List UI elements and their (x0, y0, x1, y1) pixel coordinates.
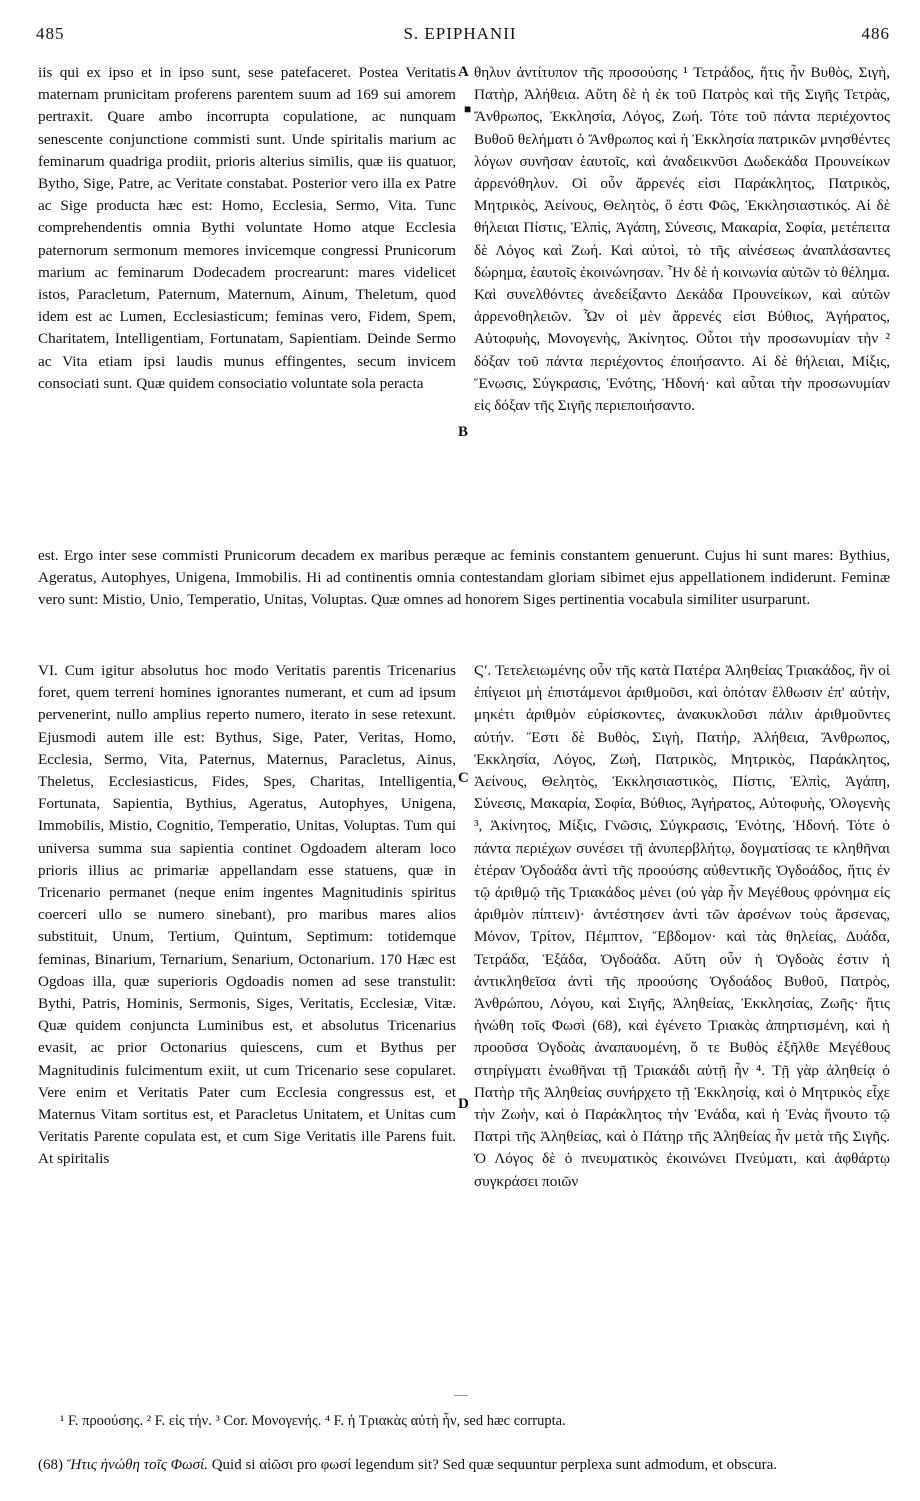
margin-marker-d: D (458, 1096, 469, 1112)
margin-marker-b: B (458, 424, 469, 440)
footnotes: ¹ F. προούσης. ² F. εἰς τήν. ³ Cor. Μονογενής. ⁴ F. ἡ Τριακὰς αὐτὴ ἦν, sed hæc corrupta. (60, 1413, 566, 1429)
right-page-number: 486 (861, 24, 890, 43)
note-ref: (68) (38, 1457, 63, 1473)
note-quote: Ἥτις ἡνώθη τοῖς Φωσί. (66, 1457, 208, 1473)
note-text: Quid si αἰῶσι pro φωσί legendum sit? Sed quæ sequuntur perplexa sunt admodum, et obscura. (207, 1457, 777, 1473)
left-page-number: 485 (36, 24, 65, 43)
editor-note (38, 1455, 890, 1475)
margin-marker-a: A (458, 64, 469, 80)
latin-column-bottom: VI. Cum igitur absolutus hoc modo Veritatis parentis Tricenarius foret, quem terreni homines ignorantes numerant, et cum ad ipsum pervenerint, nullo amplius reperto numero, iterato in sese retexunt. Ejusmodi autem ille est: Bythus, Sige, Pater, Veritas, Homo, Ecclesia, Sermo, Vita, Paternus, Maternus, Paracletus, Ainus, Theletus, Ecclesiasticus, Fides, Spes, Charitas, Intelligentia, Fortunata, Sapientia, Bythius, Ageratus, Autophyes, Unigena, Immobilis, Mistio, Cognitio, Temperatio, Unitas, Voluptas. Tum qui universa summa sua sapientia continet Ogdoadem alteram loco prioris illius ac primariæ appellandam esse statuens, quæ in Tricenario permanet (neque enim ingentes Magnitudinis spiritus coerceri ullo se numero sinebant), pro maribus mares alios substituit, Unum, Tertium, Quintum, Septimum: totidemque feminas, Binarium, Ternarium, Senarium, Octonarium. 170 Hæc est Ogdoas illa, quæ superioris Ogdoadis nomen ad sese transtulit: Bythi, Patris, Hominis, Sermonis, Siges, Veritatis, Ecclesiæ, Vitæ. Quæ quidem conjuncta Luminibus est, et absolutus Tricenarius evasit, ac prior Octonarius quiescens, cum et Bythus per Magnitudinis fulcimentum exiit, ut cum Tricenario sese copularet. Vere enim et Veritatis Pater cum Ecclesia congressus est, et Maternus Vitam sortitus est, et Paracletus Unitatem, et Unitas cum Veritatis Parente copulata est, et cum Sige Veritatis ille Parens fuit. At spiritalis (38, 662, 456, 1168)
running-title: S. EPIPHANII (403, 24, 517, 43)
margin-marker-c: C (458, 770, 469, 786)
latin-full-width: est. Ergo inter sese commisti Prunicorum decadem ex maribus peræque ac feminis constantem genuerunt. Cujus hi sunt mares: Bythius, Ageratus, Autophyes, Unigena, Immobilis. Hi ad continentis omnia contestandam gloriam sibimet ejus appellationem indiderunt. Feminæ vero sunt: Mistio, Unio, Temperatio, Unitas, Voluptas. Quæ omnes ad honorem Siges pertinentia vocabula similiter usurparunt. (38, 547, 890, 609)
footnote-separator (454, 1395, 468, 1396)
greek-column-bottom: Ϛʹ. Τετελειωμένης οὖν τῆς κατὰ Πατέρα Ἀληθείας Τριακάδος, ἣν οἱ ἐπίγειοι μὴ ἐπιστάμενοι ἀριθμοῦσι, καὶ ὁπόταν ἔλθωσιν ἐπ' αὐτὴν, μηκέτι ἀριθμὸν εὑρίσκοντες, ἀνακυκλοῦσι πάλιν ἀριθμοῦντες αὐτήν. Ἔστι δὲ Βυθὸς, Σιγὴ, Πατὴρ, Ἀλήθεια, Ἄνθρωπος, Ἐκκλησία, Λόγος, Ζωὴ, Πατρικὸς, Μητρικὸς, Παράκλητος, Ἀείνους, Θελητὸς, Ἐκκλησιαστικὸς, Πίστις, Ἐλπὶς, Ἀγάπη, Σύνεσις, Μακαρία, Σοφία, Βύθιος, Ἀγήρατος, Αὐτοφυὴς, Ὁλογενὴς ³, Ἀκίνητος, Μίξις, Γνῶσις, Σύγκρασις, Ἑνότης, Ἡδονή. Τότε ὁ πάντα περιέχων συνέσει τῇ ἀνυπερβλήτῳ, δογματίσας τε κληθῆναι ἑτέραν Ὀγδοάδα ἀντὶ τῆς προούσης αὐθεντικῆς Ὀγδοάδος, ἥτις ἐν τῷ ἀριθμῷ τῆς Τριακάδος μένει (οὐ γὰρ ἦν Μεγέθους φρόνημα εἰς ἀριθμὸν πίπτειν)· ἀντέστησεν ἀντὶ τῶν ἀρσένων τοὺς ἄρσενας, Μόνον, Τρίτον, Πέμπτον, Ἕβδομον· καὶ τὰς θηλείας, Δυάδα, Τετράδα, Ἑξάδα, Ὀγδοάδα. Αὕτη οὖν ἡ Ὀγδοὰς ἐστιν ἡ ἀντικληθεῖσα ἀντὶ τῆς προούσης Ὀγδοάδος Βυθοῦ, Πατρὸς, Ἀνθρώπου, Λόγου, καὶ Σιγῆς, Ἀληθείας, Ἐκκλησίας, Ζωῆς· ἥτις ἡνώθη τοῖς Φωσὶ (68), καὶ ἐγένετο Τριακὰς ἀπηρτισμένη, καὶ ἡ προοῦσα Ὀγδοὰς ἀναπαυομένη, ὅ τε Βυθὸς ἐξῆλθε Μεγέθους στηρίγματι ἑνωθῆναι τῇ Τριακάδι αὐτῇ ἦν ⁴. Τῇ γὰρ ἀληθείᾳ ὁ Πατὴρ τῆς Ἀληθείας συνήρχετο τῇ Ἐκκλησίᾳ, καὶ ὁ Μητρικὸς εἶχε τὴν Ζωὴν, καὶ ὁ Παράκλητος τὴν Ἑνάδα, καὶ ἡ Ἑνὰς ἥνουτο τῷ Πατρὶ τῆς Ἀληθείας, καὶ ὁ Πάτηρ τῆς Ἀληθείας ἦν μετὰ τῆς Σιγῆς. Ὁ Λόγος δὲ ὁ πνευματικὸς ἐκοινώνει Πνεύματι, καὶ ἀφθάρτῳ συγκράσει ποιῶν (474, 662, 890, 1190)
greek-column-top: θηλυν ἀντίτυπον τῆς προσούσης ¹ Τετράδος, ἥτις ἦν Βυθὸς, Σιγὴ, Πατὴρ, Ἀλήθεια. Αὕτη δὲ ἡ ἐκ τοῦ Πατρὸς καὶ τῆς Σιγῆς Τετρὰς, Ἄνθρωπος, Ἐκκλησία, Λόγος, Ζωή. Τότε τοῦ πάντα περιέχοντος Βυθοῦ θελήματι ὁ Ἄνθρωπος καὶ ἡ Ἐκκλησία πατρικῶν μνησθέντες λόγων συνῆσαν ἑαυτοῖς, καὶ ἀναδεικνῦσι Δωδεκάδα Προυνείκων ἀρρενόθηλυν. Οἱ οὖν ἄρρενές εἰσι Παράκλητος, Πατρικὸς, Μητρικὸς, Ἀείνους, Θελητὸς, ὅ ἐστι Φῶς, Ἐκκλησιαστικός. Αἱ δὲ θήλειαι Πίστις, Ἐλπὶς, Ἀγάπη, Σύνεσις, Μακαρία, Σοφία, μετέπειτα δὲ Λόγος καὶ Ζωή. Καὶ αὐτοὶ, τὸ τῆς αἰνέσεως ἀναπλάσαντες δώρημα, ἑαυτοῖς ἐκοινώνησαν. Ἦν δὲ ἡ κοινωνία αὐτῶν τὸ θέλημα. Καὶ συνελθόντες ἀνεδείξαντο Δεκάδα Προυνείκων, καὶ αὐτῶν ἀρρενοθηλειῶν. Ὧν οἱ μὲν ἄρρενές εἰσι Βύθιος, Ἀγήρατος, Αὐτοφυὴς, Μονογενὴς, Ἀκίνητος. Οὗτοι τὴν προσωνυμίαν τὴν ² δόξαν τοῦ πάντα περιέχοντος ἐποιήσαντο. Αἱ δὲ θήλειαι, Μίξις, Ἕνωσις, Σύγκρασις, Ἑνότης, Ἡδονή· καὶ αὗται τὴν προσωνυμίαν εἰς δόξαν τῆς Σιγῆς περιεποιήσαντο. (474, 64, 890, 415)
latin-column-top: iis qui ex ipso et in ipso sunt, sese patefaceret. Postea Veritatis maternam prunicitam proferens parentem suum ad 169 sui amorem pertraxit. Quare ambo incorrupta copulatione, ac nunquam senescente conjunctione commisti sunt. Unde spiritalis marium ac feminarum quadriga prodiit, prioris alterius similis, quæ iis quatuor, Bytho, Sige, Patre, ac Veritate constabat. Posterior vero illa ex Patre ac Sige producta hæc est: Homo, Ecclesia, Sermo, Vita. Tunc comprehendentis omnia Bythi voluntate Homo atque Ecclesia paternorum sermonum memores invicemque congressi Prunicorum marium ac feminarum Dodecadem procrearunt: mares videlicet istos, Paracletum, Paternum, Maternum, Ainum, Theletum, quod idem est ac Lumen, Ecclesiasticum; feminas vero, Fidem, Spem, Charitatem, Intelligentiam, Fortunatam, Sapientiam. Deinde Sermo ac Vita etiam ipsi laudis munus effingentes, secum invicem consociati sunt. Quæ quidem consociatio voluntate sola peracta (38, 64, 456, 392)
margin-dot: ■ (464, 102, 472, 116)
